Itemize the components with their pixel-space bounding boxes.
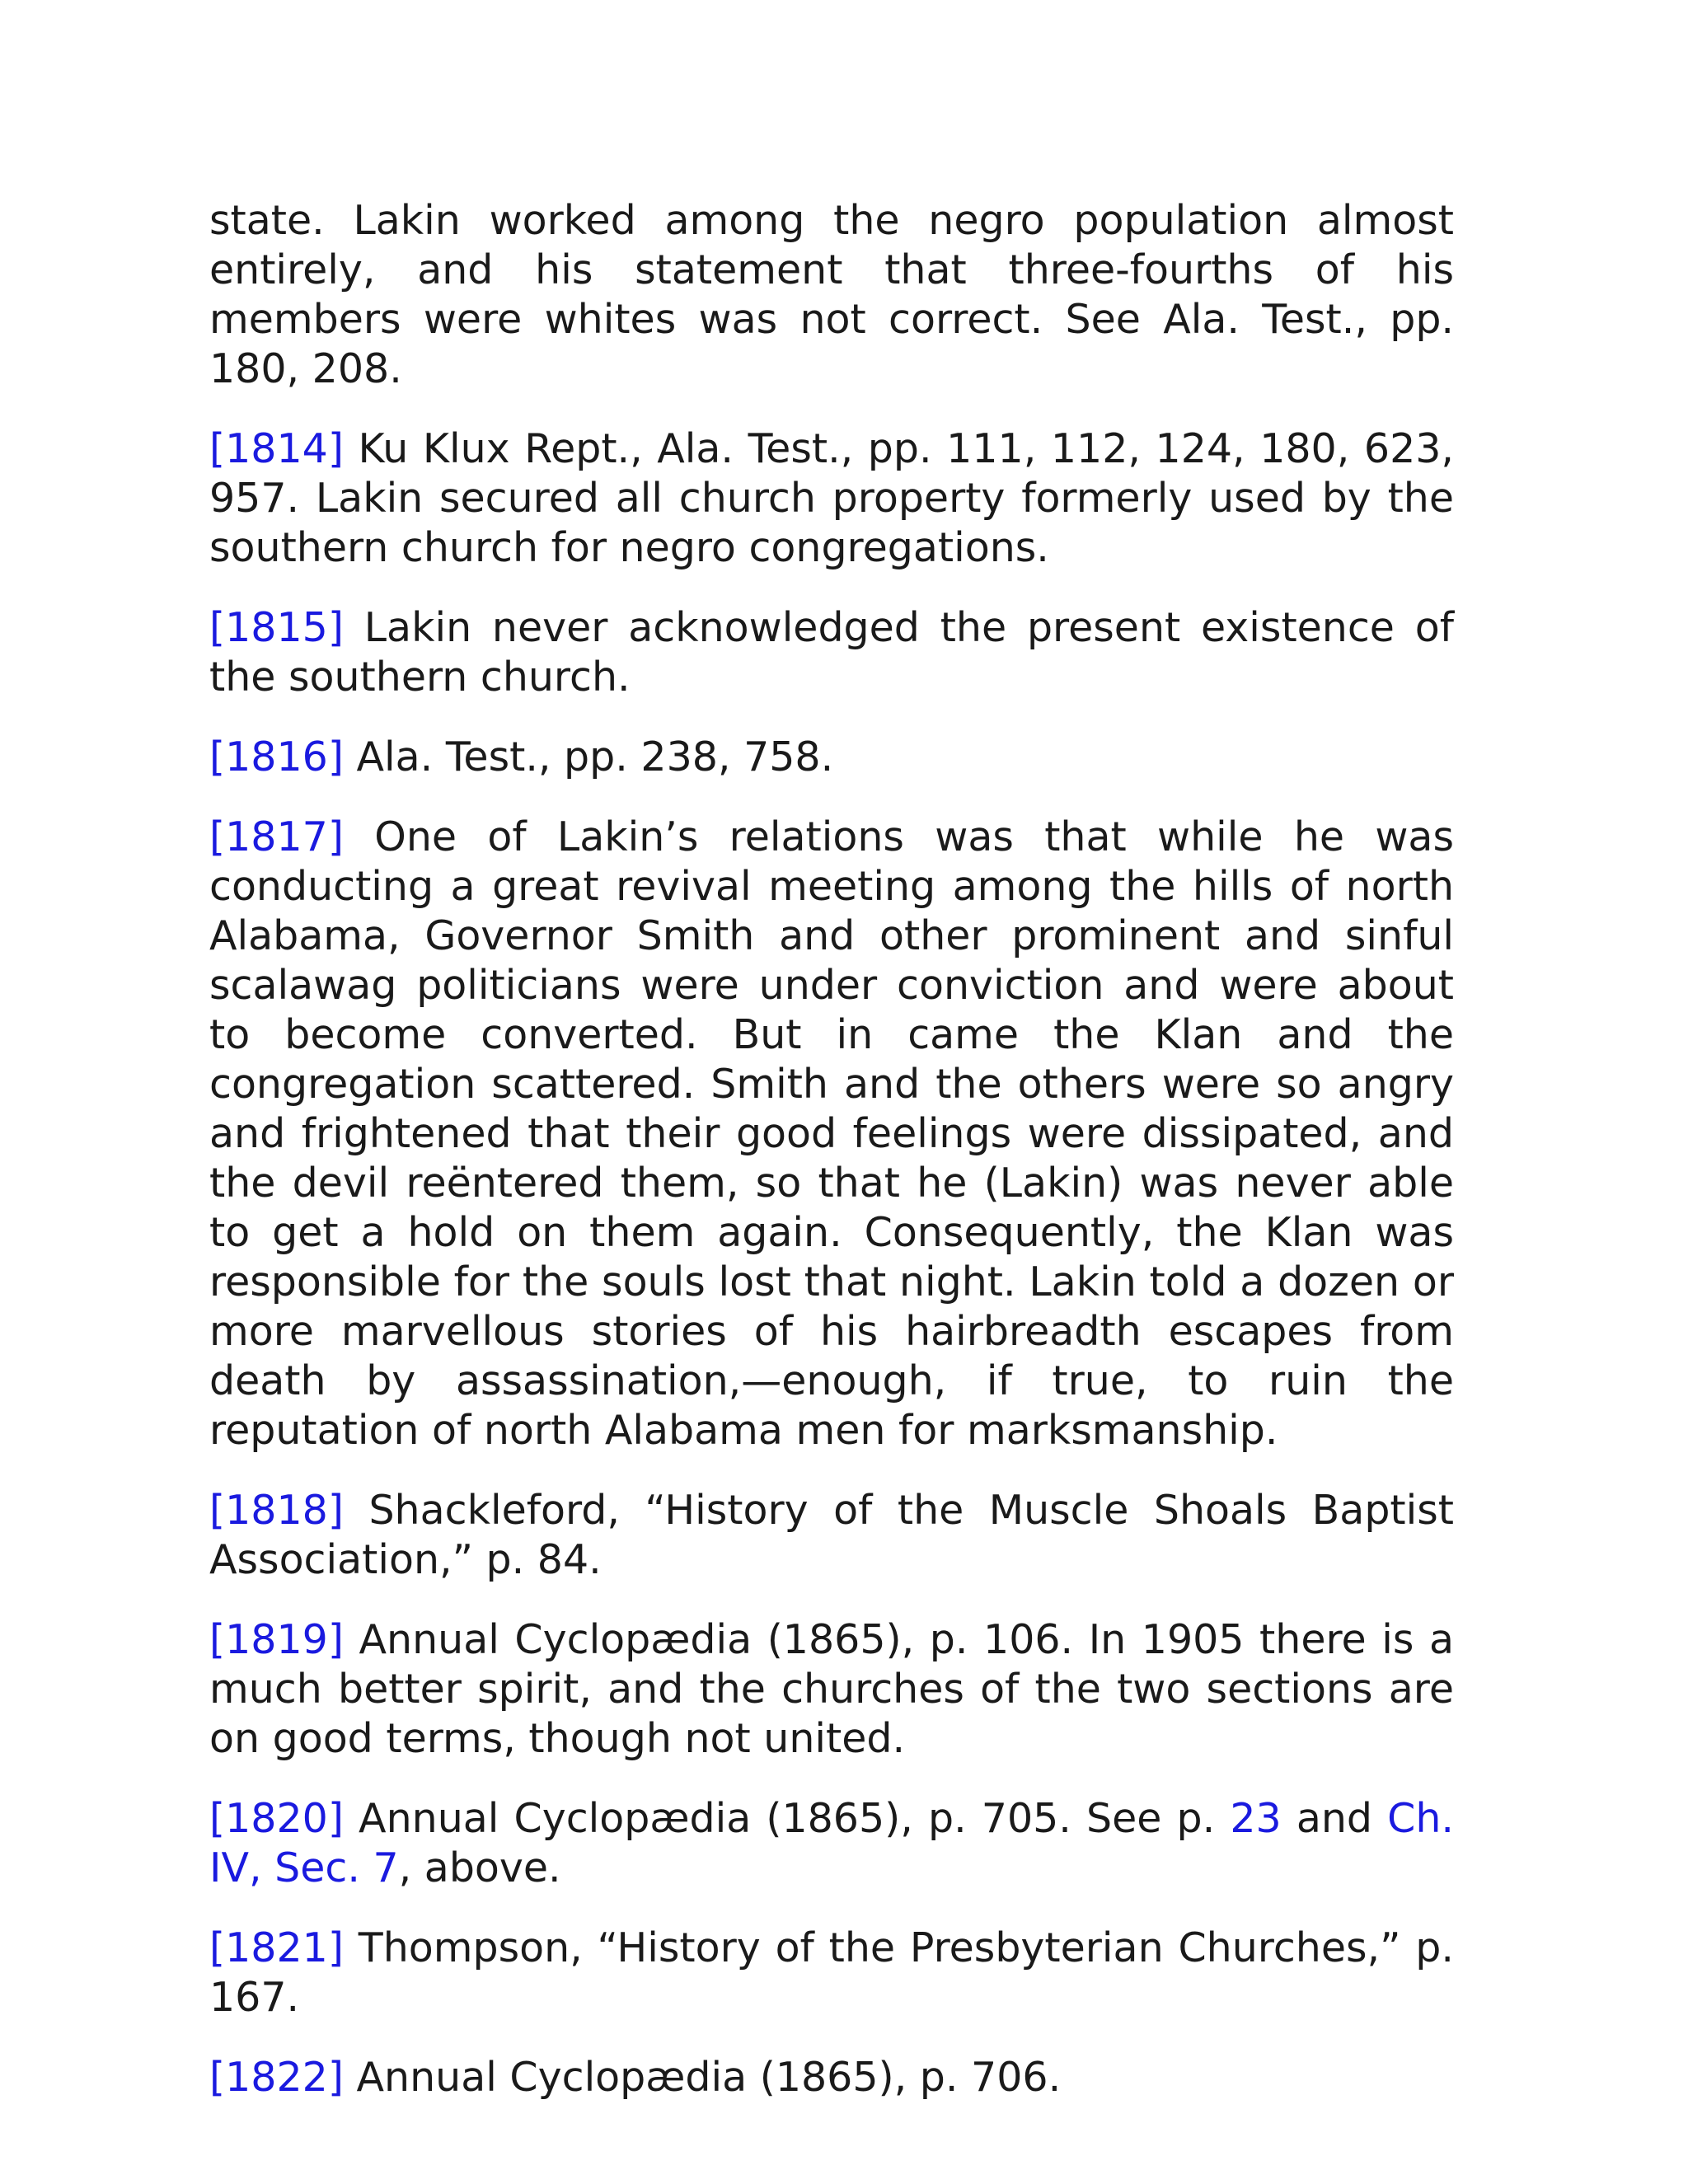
footnote-text: Shackleford, “History of the Muscle Shoals Baptist Association,” p. 84. <box>209 1487 1454 1583</box>
footnote-text: state. Lakin worked among the negro population almost entirely, and his statement that three-fourths of his members were whites was not correct. See Ala. Test., pp. 180, 208. <box>209 197 1454 392</box>
page-ref-link[interactable]: 23 <box>1230 1795 1282 1842</box>
footnote-1818 <box>209 1486 1454 1585</box>
footnote-text: Thompson, “History of the Presbyterian Churches,” p. 167. <box>209 1924 1454 2021</box>
footnote-1814 <box>209 424 1454 573</box>
footnote-ref-link[interactable]: [1816] <box>209 733 344 780</box>
footnote-1820 <box>209 1794 1454 1893</box>
footnote-1821 <box>209 1924 1454 2022</box>
footnote-ref-link[interactable]: [1814] <box>209 425 344 472</box>
footnote-1817 <box>209 813 1454 1455</box>
footnote-1815 <box>209 603 1454 702</box>
footnote-text: , above. <box>398 1844 561 1891</box>
footnote-text: Annual Cyclopædia (1865), p. 705. See p. <box>343 1795 1231 1842</box>
footnote-ref-link[interactable]: [1818] <box>209 1487 344 1534</box>
footnote-continued <box>209 196 1454 394</box>
footnote-ref-link[interactable]: [1819] <box>209 1616 344 1663</box>
footnotes-page <box>209 196 1454 2133</box>
footnote-text: Lakin never acknowledged the present existence of the southern church. <box>209 604 1454 701</box>
footnote-1816 <box>209 733 1454 782</box>
footnote-ref-link[interactable]: [1817] <box>209 813 344 860</box>
footnote-text: Ku Klux Rept., Ala. Test., pp. 111, 112, 124, 180, 623, 957. Lakin secured all church property formerly used by the southern church for negro congregations. <box>209 425 1454 571</box>
footnote-text: Ala. Test., pp. 238, 758. <box>343 733 834 780</box>
chapter-ref-link[interactable]: Ch. IV, Sec. 7 <box>209 1795 1454 1891</box>
footnote-text: One of Lakin’s relations was that while he was conducting a great revival meeting among the hills of north Alabama, Governor Smith and other prominent and sinful scalawag politicians were under conviction and were about to become converted. But in came the Klan and the congregation scattered. Smith and the others were so angry and frightened that their good feelings were dissipated, and the devil reëntered them, so that he (Lakin) was never able to get a hold on them again. Consequently, the Klan was responsible for the souls lost that night. Lakin told a dozen or more marvellous stories of his hairbreadth escapes from death by assassination,—enough, if true, to ruin the reputation of north Alabama men for marksmanship. <box>209 813 1454 1454</box>
footnote-1822 <box>209 2053 1454 2102</box>
footnote-text: Annual Cyclopædia (1865), p. 706. <box>343 2054 1062 2101</box>
footnote-ref-link[interactable]: [1815] <box>209 604 344 651</box>
footnote-ref-link[interactable]: [1821] <box>209 1924 344 1971</box>
footnote-1819 <box>209 1615 1454 1764</box>
footnote-ref-link[interactable]: [1822] <box>209 2054 344 2101</box>
footnote-ref-link[interactable]: [1820] <box>209 1795 344 1842</box>
footnote-text: and <box>1281 1795 1388 1842</box>
footnote-text: Annual Cyclopædia (1865), p. 106. In 1905 there is a much better spirit, and the churches of the two sections are on good terms, though not united. <box>209 1616 1454 1762</box>
